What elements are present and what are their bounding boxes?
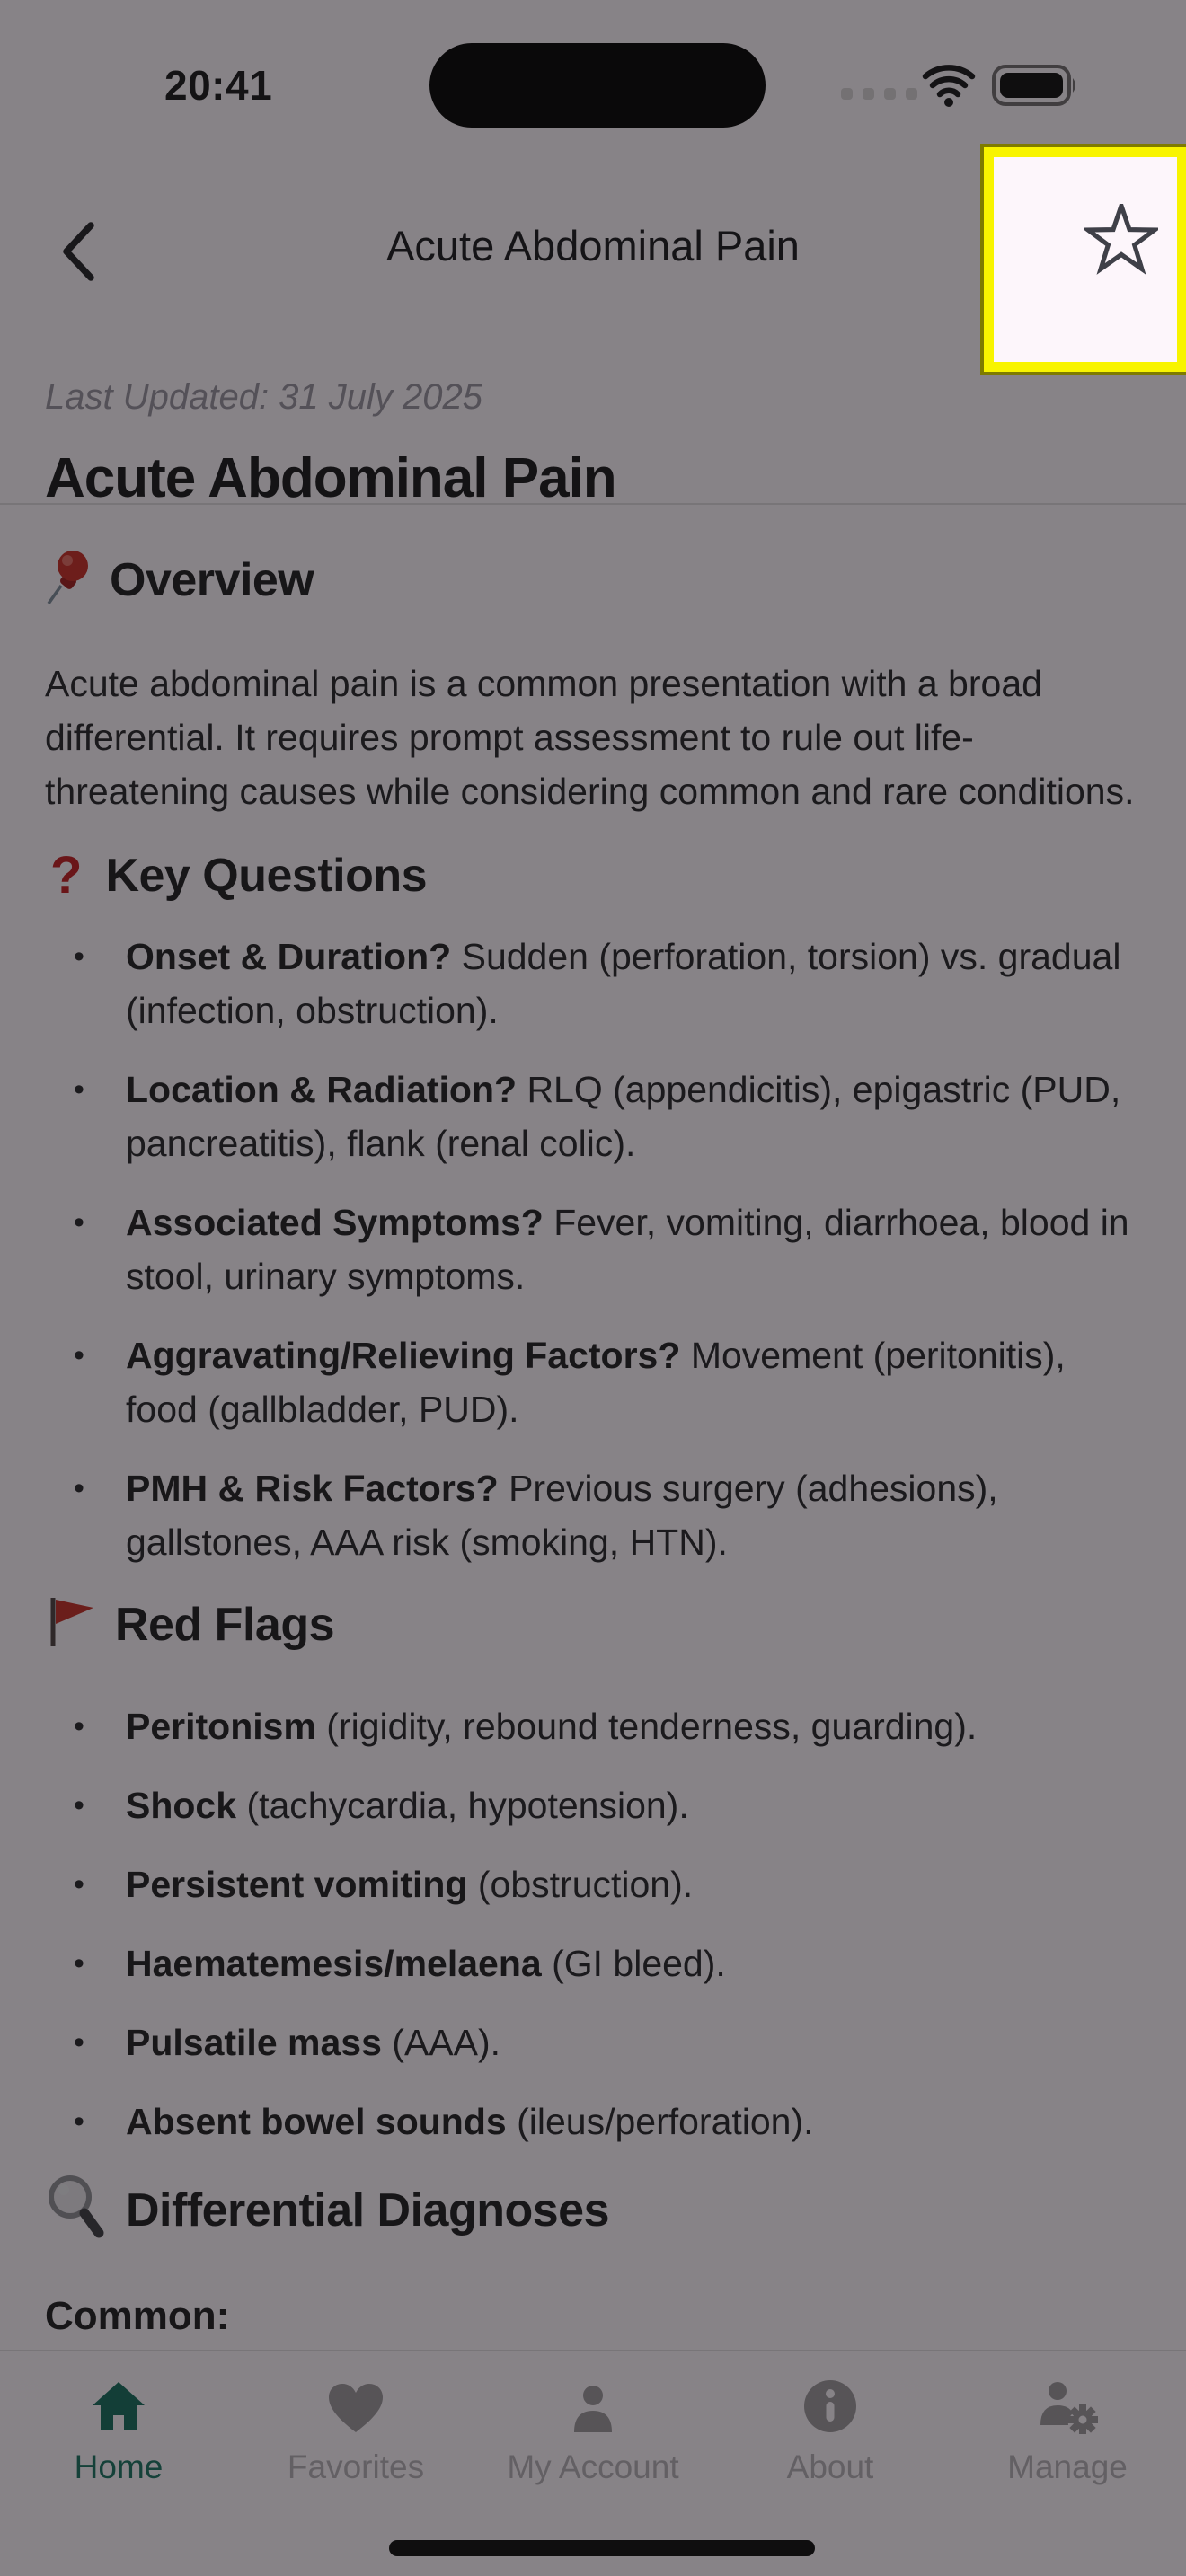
favorite-button[interactable] <box>1084 204 1159 279</box>
tutorial-highlight-box <box>984 147 1186 372</box>
star-outline-icon <box>1084 267 1158 280</box>
